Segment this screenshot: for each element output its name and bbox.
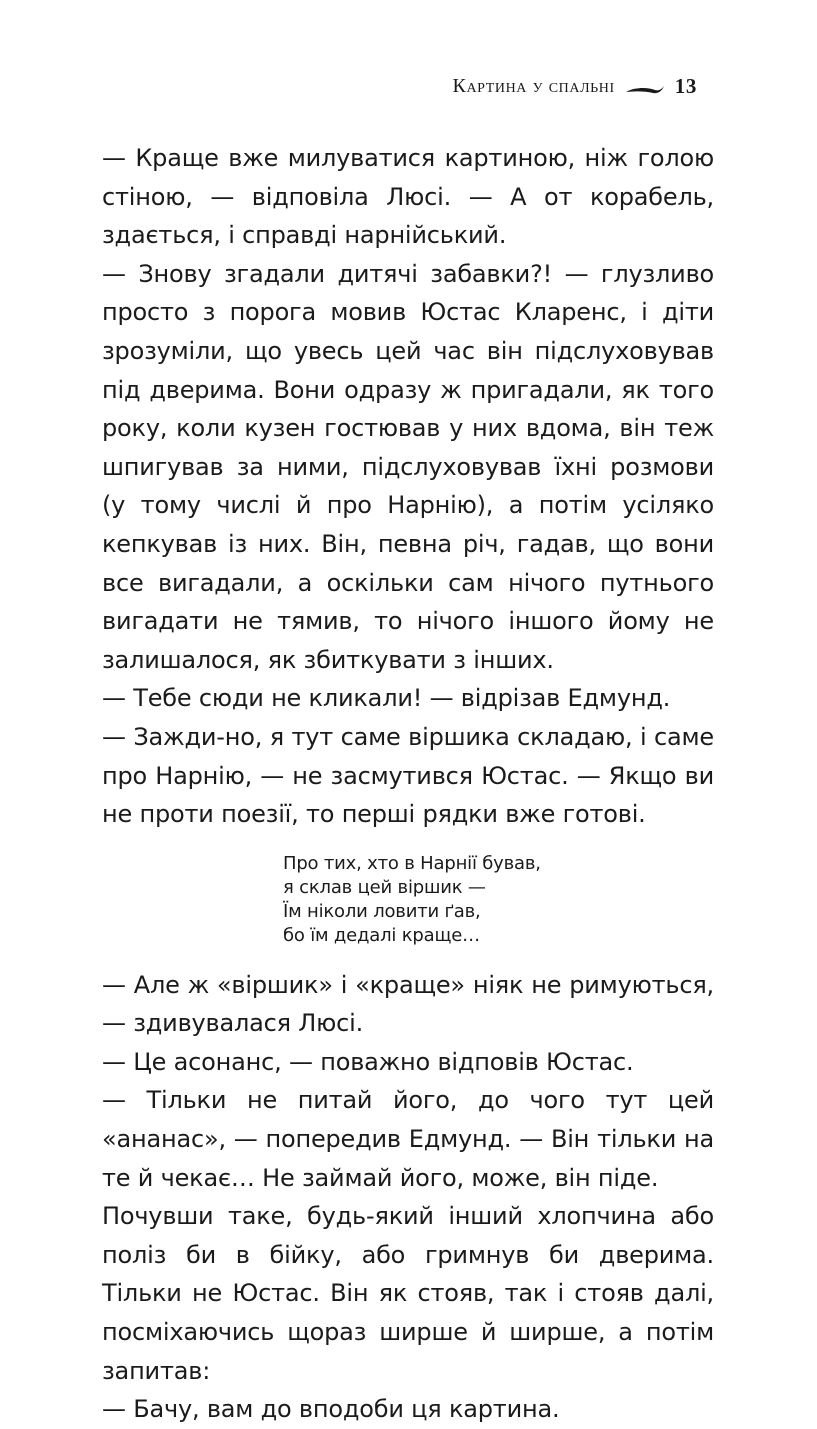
paragraph: — Бачу, вам до вподоби ця картина. [102, 1395, 560, 1424]
paragraph: Почувши таке, будь-який інший хлопчина або поліз би в бійку, або гримнув би дверима. Тільки не Юстас. Він як стояв, так і стояв далі, посміхаючись щораз ширше й ширше, а потім запитав: [102, 1202, 714, 1385]
poem-line: я склав цей віршик — [283, 876, 486, 898]
paragraph: — Зажди-но, я тут саме віршика складаю, і саме про Нарнію, — не засмутився Юстас. — Якщо ви не проти поезії, то перші рядки вже готові. [102, 722, 714, 829]
body-text [102, 139, 714, 1429]
paragraph: — Тільки не питай його, до чого тут цей «ананас», — попередив Едмунд. — Він тільки на те й чекає… Не займай його, може, він піде. [102, 1086, 714, 1192]
poem-line: бо їм дедалі краще… [283, 924, 480, 946]
poem-line: Про тих, хто в Нарнії бував, [283, 852, 541, 874]
paragraph: — Це асонанс, — поважно відповів Юстас. [102, 1047, 634, 1076]
page-number: 13 [674, 74, 697, 98]
running-header [453, 74, 697, 99]
poem-line: Їм ніколи ловити ґав, [283, 900, 481, 922]
chapter-title: Картина у спальні [452, 75, 615, 97]
paragraph: — Знову згадали дитячі забавки?! — глузливо просто з порога мовив Юстас Кларенс, і діти зрозуміли, що увесь цей час він підслуховував під дверима. Вони одразу ж пригадали, як того року, коли кузен гостював у них вдома, він теж шпигував за ними, підслуховував їхні розмови (у тому числі й про Нарнію), а потім усіляко кепкував із них. Він, певна річ, гадав, що вони все вигадали, а оскільки сам нічого путнього вигадати не тямив, то нічого іншого йому не залишалося, як збиткувати з інших. [102, 259, 714, 674]
paragraph: — Краще вже милуватися картиною, ніж голою стіною, — відповіла Люсі. — А от корабель, здається, і справді нарнійський. [102, 144, 714, 250]
paragraph: — Але ж «віршик» і «краще» ніяк не римуються, — здивувалася Люсі. [102, 970, 714, 1038]
swash-ornament-icon [625, 80, 665, 94]
paragraph: — Тебе сюди не кликали! — відрізав Едмунд. [102, 684, 671, 713]
poem [283, 852, 714, 948]
